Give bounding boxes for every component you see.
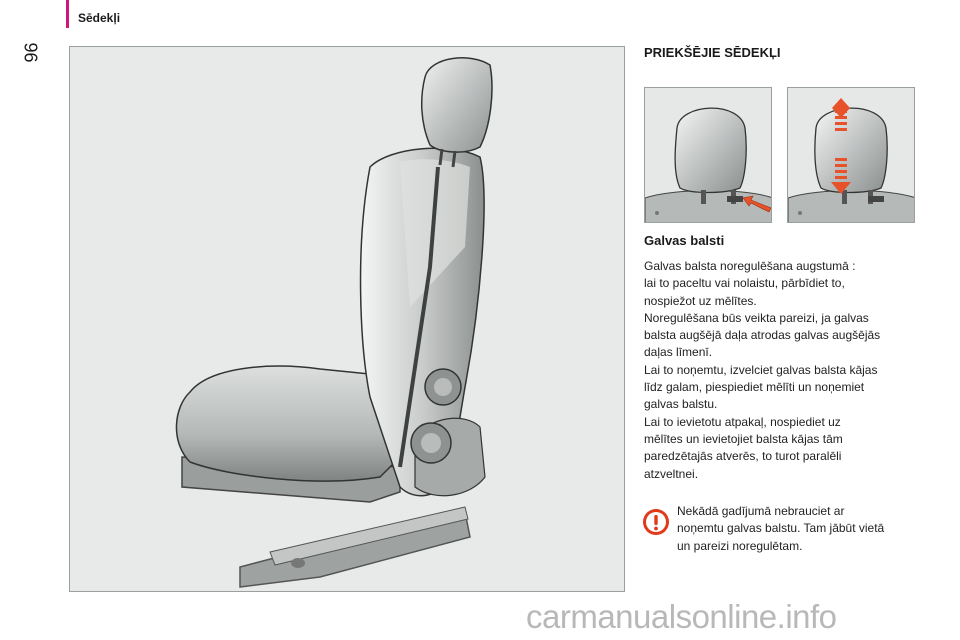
warning-line: noņemtu galvas balstu. Tam jābūt vietā — [677, 521, 885, 536]
watermark: carmanualsonline.info — [526, 598, 837, 635]
body-line: paredzētajās atverēs, to turot paralēli — [644, 449, 842, 464]
warning-text — [677, 503, 947, 555]
body-paragraph — [644, 258, 944, 483]
section-subheading: Galvas balsti — [644, 233, 725, 248]
page-heading: PRIEKŠĒJIE SĒDEKĻI — [644, 45, 781, 60]
body-line: mēlītes un ievietojiet balsta kājas tām — [644, 431, 843, 446]
headrest-height-adjust-illustration — [787, 87, 915, 223]
warning-line: Nekādā gadījumā nebrauciet ar — [677, 504, 845, 518]
body-line: Lai to ievietotu atpakaļ, nospiediet uz — [644, 414, 841, 429]
section-title: Sēdekļi — [78, 11, 121, 25]
page-number: 96 — [20, 42, 41, 63]
body-line: nospiežot uz mēlītes. — [644, 293, 757, 308]
headrest-release-illustration — [644, 87, 772, 223]
body-line: daļas līmenī. — [644, 345, 713, 360]
body-line: atzveltnei. — [644, 466, 699, 481]
body-line: lai to paceltu vai nolaistu, pārbīdiet to, — [644, 276, 845, 291]
warning-line: un pareizi noregulētam. — [677, 538, 803, 553]
body-line: līdz galam, piespiediet mēlīti un noņemiet — [644, 380, 865, 395]
body-line: galvas balstu. — [644, 397, 718, 412]
accent-bar — [66, 0, 69, 28]
body-line: Galvas balsta noregulēšana augstumā : — [644, 259, 856, 273]
seat-illustration — [69, 46, 625, 592]
body-line: balsta augšējā daļa atrodas galvas augšējās — [644, 328, 881, 343]
exclamation-warning-icon — [642, 508, 670, 536]
body-line: Noregulēšana būs veikta pareizi, ja galvas — [644, 310, 869, 325]
body-line: Lai to noņemtu, izvelciet galvas balsta kājas — [644, 362, 878, 377]
